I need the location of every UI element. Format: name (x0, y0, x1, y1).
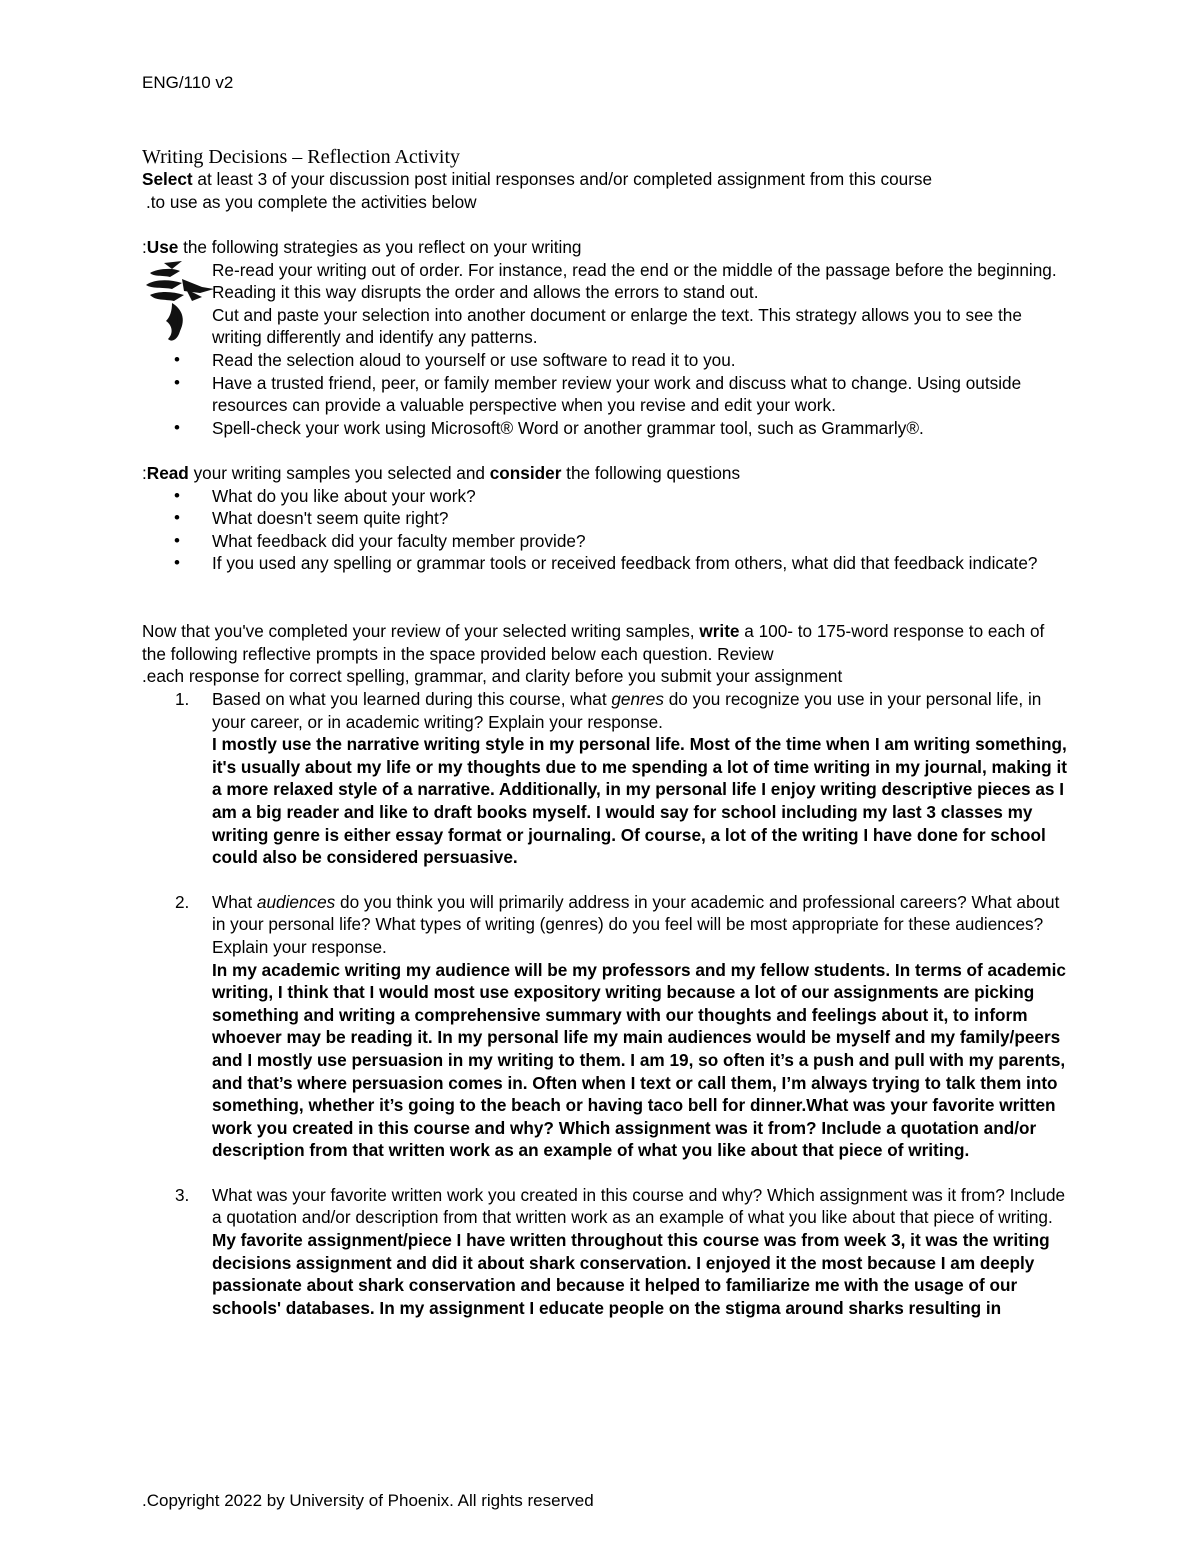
strategies-lead-bold: Use (146, 237, 179, 257)
question-text-post: do you recognize you use in your personal life, in your career, or in academic writing? Explain your response. (212, 689, 1042, 732)
read-lead-bold2: consider (489, 463, 562, 483)
read-lead-text2: the following questions (561, 463, 741, 483)
question-item (142, 891, 1072, 1162)
list-item: • What do you like about your work? (142, 485, 1072, 508)
strategies-lead (142, 236, 1072, 259)
questions-list (142, 688, 1072, 1319)
prompt-intro-last: .each response for correct spelling, grammar, and clarity before you submit your assignment (142, 666, 843, 687)
question-number: 2. (175, 891, 190, 912)
intro-paragraph (142, 168, 1072, 213)
question-text-pre: Based on what you learned during this course, what (212, 689, 612, 709)
answer-text: In my academic writing my audience will be my professors and my fellow students. In terms of academic writing, I think that I would most use expository writing because a lot of our assignments are picking something and writing a comprehensive summary with our thoughts and feelings about it, to inform whoever may be reading it. In my personal life my main audiences would be myself and my family/peers and I mostly use persuasion in my writing to them. I am 19, so often it’s a push and pull with my parents, and that’s where persuasion comes in. Often when I text or call them, I’m always trying to talk them into something, whether it’s going to the beach or having taco bell for dinner.What was your favorite written work you created in this course and why? Which assignment was it from? Include a quotation and/or description from that written work as an example of what you like about that piece of writing. (212, 959, 1066, 1161)
course-header: ENG/110 v2 (142, 73, 234, 92)
question-text-pre: What was your favorite written work you created in this course and why? Which assignment was it from? Include a quotation and/or description from that written work as an example of what you like about that piece of writing. (212, 1184, 1066, 1228)
list-item: • If you used any spelling or grammar tools or received feedback from others, what did that feedback indicate? (142, 552, 1072, 575)
question-text (212, 891, 1072, 959)
read-lead (142, 462, 1072, 485)
strategies-lead-prefix: : (142, 237, 147, 257)
read-lead-prefix: : (142, 463, 147, 483)
questions-section (142, 688, 1072, 1319)
question-text-em: audiences (256, 891, 336, 912)
strategies-list (142, 259, 1072, 440)
copyright-footer: .Copyright 2022 by University of Phoenix. All rights reserved (142, 1491, 594, 1510)
page-title: Writing Decisions – Reflection Activity (142, 146, 461, 168)
prompt-intro-bold: write (699, 621, 740, 641)
question-text-post: do you think you will primarily address in your academic and professional careers? What about in your personal life? What types of writing (genres) do you feel will be most appropriate for these audiences? Explain your response. (212, 891, 1060, 957)
question-number: 3. (175, 1184, 190, 1205)
list-item: Re-read your writing out of order. For instance, read the end or the middle of the passage before the beginning. Reading it this way disrupts the order and allows the errors to stand out. (212, 259, 1057, 303)
question-text (212, 688, 1072, 733)
list-item: • Spell-check your work using Microsoft® Word or another grammar tool, such as Grammarly®. (142, 417, 1072, 440)
question-item (142, 1184, 1072, 1320)
list-item: Cut and paste your selection into another document or enlarge the text. This strategy allows you to see the writing differently and identify any patterns. (212, 304, 1022, 348)
prompt-intro-text2: a 100- to 175-word response to each of the following reflective prompts in the space provided below each question. Review (142, 621, 1045, 664)
list-item: • What doesn't seem quite right? (142, 507, 1072, 530)
list-item: • Have a trusted friend, peer, or family member review your work and discuss what to change. Using outside resources can provide a valuable perspective when you revise and edit your work. (142, 372, 1072, 417)
read-lead-bold1: Read (146, 463, 189, 483)
prompt-intro-body (142, 620, 1072, 665)
read-lead-text1: your writing samples you selected and (188, 463, 490, 483)
question-text-pre: What (212, 891, 257, 912)
question-number: 1. (175, 689, 190, 709)
strategies-lead-text: the following strategies as you reflect on your writing (178, 237, 582, 257)
phoenix-logo-icon (142, 259, 214, 343)
list-item: • What feedback did your faculty member provide? (142, 530, 1072, 553)
intro-bold: Select (142, 169, 193, 189)
prompt-intro-text1: Now that you've completed your review of your selected writing samples, (142, 621, 700, 641)
answer-text: I mostly use the narrative writing style in my personal life. Most of the time when I am writing something, it's usually about my life or my thoughts due to me spending a lot of time writing in my journal, making it a more relaxed style of a narrative. Additionally, in my personal life I enjoy writing descriptive pieces as I am a big reader and like to draft books myself. I would say for school including my last 3 classes my writing genre is either essay format or journaling. Of course, a lot of the writing I have done for school could also be considered persuasive. (212, 734, 1067, 868)
intro-line2: .to use as you complete the activities below (146, 191, 477, 212)
question-item (142, 688, 1072, 869)
read-section (142, 462, 1072, 575)
intro-text: at least 3 of your discussion post initial responses and/or completed assignment from this course (192, 169, 933, 189)
answer-text: My favorite assignment/piece I have written throughout this course was from week 3, it was the writing decisions assignment and did it about shark conservation. I enjoyed it the most because I am deeply passionate about shark conservation and because it helped to familiarize me with the usage of our schools' databases. In my assignment I educate people on the stigma around sharks resulting in (212, 1230, 1050, 1318)
prompt-intro (142, 620, 1072, 688)
strategies-section (142, 236, 1072, 439)
question-text (212, 1184, 1072, 1320)
read-list (142, 485, 1072, 575)
list-item: • Read the selection aloud to yourself or use software to read it to you. (142, 349, 1072, 372)
question-text-em: genres (611, 689, 664, 709)
